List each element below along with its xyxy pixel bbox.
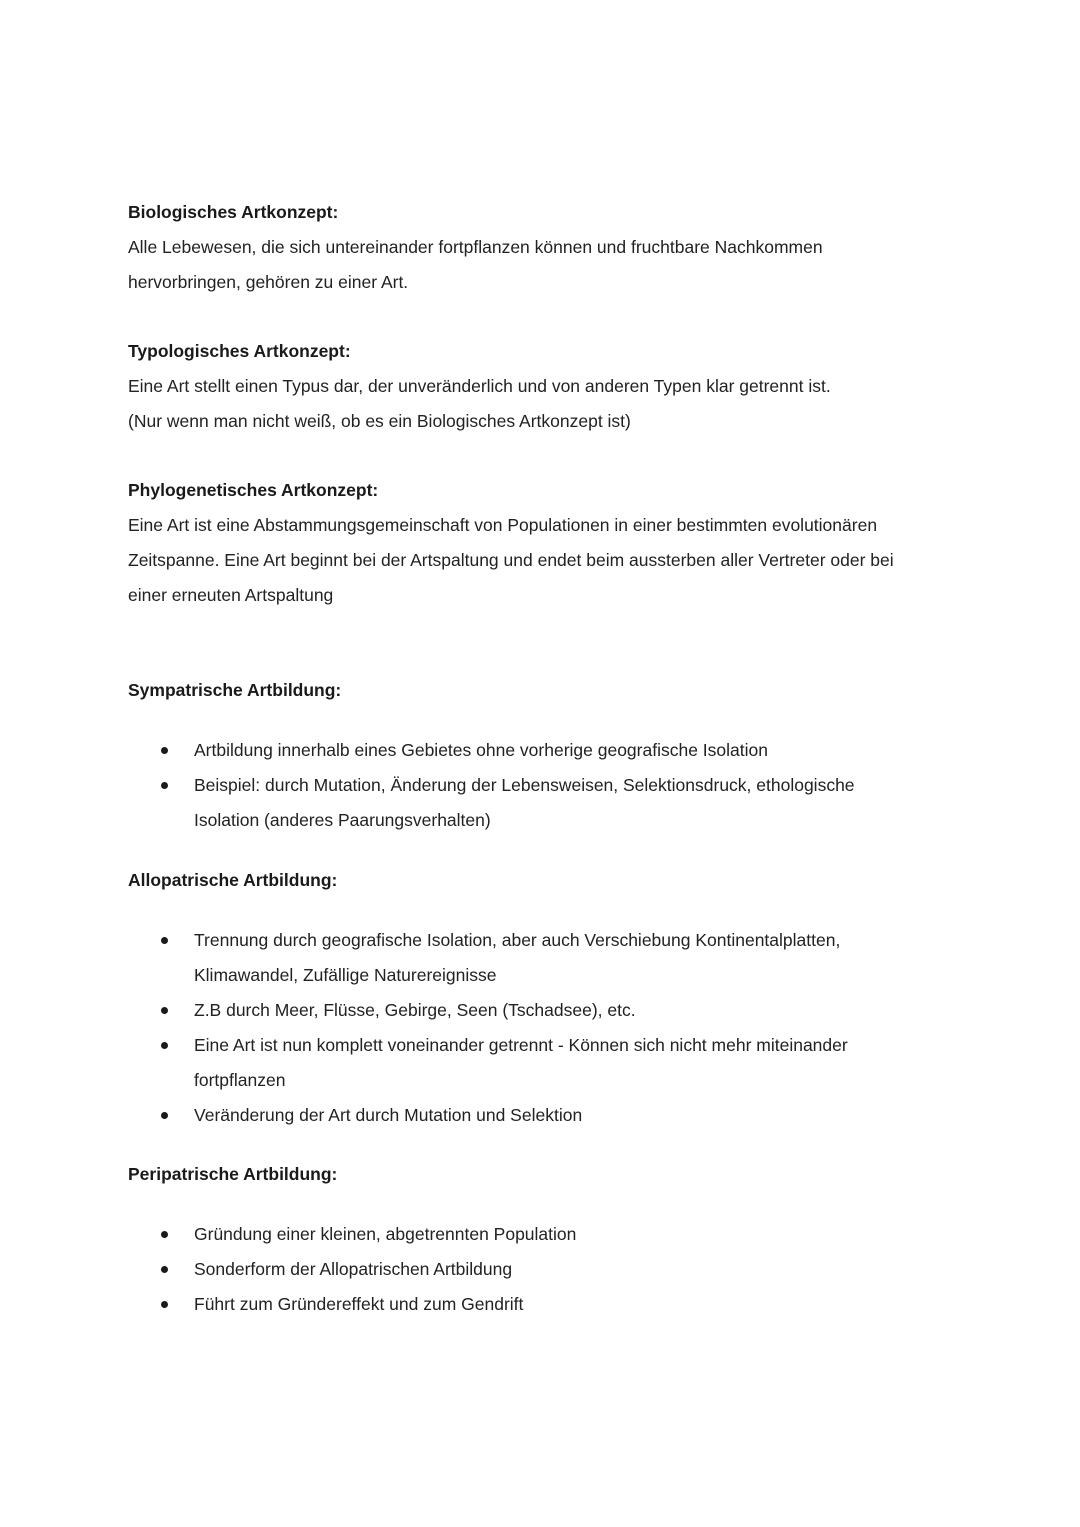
paragraph-line: (Nur wenn man nicht weiß, ob es ein Biologisches Artkonzept ist) bbox=[128, 411, 631, 431]
list-item-text: Artbildung innerhalb eines Gebietes ohne vorherige geografische Isolation bbox=[194, 740, 768, 760]
paragraph-line: hervorbringen, gehören zu einer Art. bbox=[128, 272, 409, 292]
section-heading: Typologisches Artkonzept: bbox=[128, 341, 351, 361]
bullet-icon bbox=[161, 1231, 168, 1238]
section-heading: Sympatrische Artbildung: bbox=[128, 680, 342, 700]
section-typologisches-artkonzept bbox=[128, 334, 958, 439]
bullet-icon bbox=[161, 1301, 168, 1308]
paragraph-line: Eine Art ist eine Abstammungsgemeinschaft von Populationen in einer bestimmten evolutionären bbox=[128, 515, 878, 535]
paragraph-line: einer erneuten Artspaltung bbox=[128, 585, 334, 605]
section-phylogenetisches-artkonzept bbox=[128, 473, 958, 613]
allopatrisch-bullet-list bbox=[128, 923, 958, 1133]
section-biologisches-artkonzept bbox=[128, 195, 958, 300]
section-heading: Phylogenetisches Artkonzept: bbox=[128, 480, 379, 500]
list-item bbox=[128, 768, 958, 838]
section-sympatrische-artbildung bbox=[128, 673, 958, 708]
bullet-icon bbox=[161, 747, 168, 754]
list-item bbox=[128, 1252, 958, 1287]
list-item-text: Eine Art ist nun komplett voneinander getrennt - Können sich nicht mehr miteinander bbox=[194, 1035, 848, 1055]
section-heading: Peripatrische Artbildung: bbox=[128, 1164, 338, 1184]
paragraph-line: Alle Lebewesen, die sich untereinander fortpflanzen können und fruchtbare Nachkommen bbox=[128, 237, 823, 257]
section-allopatrische-artbildung bbox=[128, 863, 958, 898]
paragraph-line: Eine Art stellt einen Typus dar, der unveränderlich und von anderen Typen klar getrennt ist. bbox=[128, 376, 831, 396]
bullet-icon bbox=[161, 937, 168, 944]
list-item-text: Beispiel: durch Mutation, Änderung der Lebensweisen, Selektionsdruck, ethologische bbox=[194, 775, 855, 795]
list-item-text: Sonderform der Allopatrischen Artbildung bbox=[194, 1259, 513, 1279]
list-item-text-continued: fortpflanzen bbox=[194, 1070, 286, 1090]
list-item bbox=[128, 1028, 958, 1098]
list-item bbox=[128, 1217, 958, 1252]
list-item bbox=[128, 923, 958, 993]
sympatrisch-bullet-list bbox=[128, 733, 958, 838]
bullet-icon bbox=[161, 782, 168, 789]
section-heading: Biologisches Artkonzept: bbox=[128, 202, 339, 222]
list-item bbox=[128, 1287, 958, 1322]
peripatrisch-bullet-list bbox=[128, 1217, 958, 1322]
list-item-text-continued: Isolation (anderes Paarungsverhalten) bbox=[194, 810, 491, 830]
list-item bbox=[128, 993, 958, 1028]
list-item bbox=[128, 733, 958, 768]
list-item-text: Gründung einer kleinen, abgetrennten Population bbox=[194, 1224, 577, 1244]
section-heading: Allopatrische Artbildung: bbox=[128, 870, 338, 890]
bullet-icon bbox=[161, 1266, 168, 1273]
bullet-icon bbox=[161, 1112, 168, 1119]
bullet-icon bbox=[161, 1007, 168, 1014]
list-item-text-continued: Klimawandel, Zufällige Naturereignisse bbox=[194, 965, 497, 985]
section-peripatrische-artbildung bbox=[128, 1157, 958, 1192]
list-item-text: Veränderung der Art durch Mutation und Selektion bbox=[194, 1105, 583, 1125]
bullet-icon bbox=[161, 1042, 168, 1049]
list-item-text: Trennung durch geografische Isolation, aber auch Verschiebung Kontinentalplatten, bbox=[194, 930, 841, 950]
paragraph-line: Zeitspanne. Eine Art beginnt bei der Artspaltung und endet beim aussterben aller Vertreter oder bei bbox=[128, 550, 894, 570]
list-item bbox=[128, 1098, 958, 1133]
list-item-text: Führt zum Gründereffekt und zum Gendrift bbox=[194, 1294, 524, 1314]
list-item-text: Z.B durch Meer, Flüsse, Gebirge, Seen (Tschadsee), etc. bbox=[194, 1000, 636, 1020]
